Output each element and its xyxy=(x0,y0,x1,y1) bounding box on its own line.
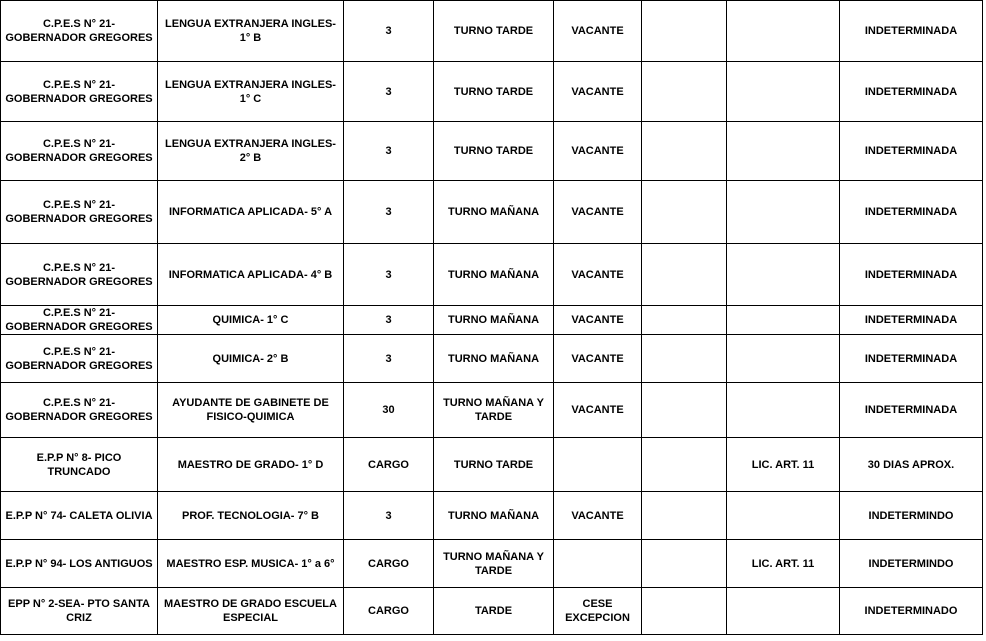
table-row xyxy=(1,122,983,181)
hours-cell: CARGO xyxy=(344,540,434,588)
school-cell: C.P.E.S N° 21- GOBERNADOR GREGORES xyxy=(1,1,158,62)
reason-cell xyxy=(727,383,840,438)
table-row xyxy=(1,306,983,335)
duration-cell: INDETERMINADA xyxy=(840,122,983,181)
status-cell xyxy=(554,438,642,492)
empty-cell xyxy=(642,1,727,62)
hours-cell: 3 xyxy=(344,1,434,62)
reason-cell xyxy=(727,181,840,244)
status-cell: VACANTE xyxy=(554,181,642,244)
reason-cell xyxy=(727,492,840,540)
reason-cell: LIC. ART. 11 xyxy=(727,438,840,492)
school-cell: C.P.E.S N° 21- GOBERNADOR GREGORES xyxy=(1,383,158,438)
school-cell: C.P.E.S N° 21- GOBERNADOR GREGORES xyxy=(1,306,158,335)
reason-cell: LIC. ART. 11 xyxy=(727,540,840,588)
status-cell: VACANTE xyxy=(554,62,642,122)
shift-cell: TURNO MAÑANA Y TARDE xyxy=(434,383,554,438)
hours-cell: 3 xyxy=(344,181,434,244)
school-cell: E.P.P N° 74- CALETA OLIVIA xyxy=(1,492,158,540)
empty-cell xyxy=(642,540,727,588)
table-row xyxy=(1,492,983,540)
empty-cell xyxy=(642,383,727,438)
position-cell: MAESTRO DE GRADO ESCUELA ESPECIAL xyxy=(158,588,344,635)
empty-cell xyxy=(642,438,727,492)
position-cell: MAESTRO DE GRADO- 1° D xyxy=(158,438,344,492)
school-cell: E.P.P N° 94- LOS ANTIGUOS xyxy=(1,540,158,588)
shift-cell: TURNO MAÑANA Y TARDE xyxy=(434,540,554,588)
duration-cell: INDETERMINADA xyxy=(840,1,983,62)
empty-cell xyxy=(642,122,727,181)
duration-cell: INDETERMINDO xyxy=(840,540,983,588)
status-cell: VACANTE xyxy=(554,1,642,62)
duration-cell: INDETERMINADA xyxy=(840,62,983,122)
shift-cell: TURNO TARDE xyxy=(434,438,554,492)
school-cell: C.P.E.S N° 21- GOBERNADOR GREGORES xyxy=(1,335,158,383)
position-cell: AYUDANTE DE GABINETE DE FISICO-QUIMICA xyxy=(158,383,344,438)
status-cell: VACANTE xyxy=(554,383,642,438)
status-cell xyxy=(554,540,642,588)
position-cell: QUIMICA- 1° C xyxy=(158,306,344,335)
school-cell: C.P.E.S N° 21- GOBERNADOR GREGORES xyxy=(1,244,158,306)
shift-cell: TURNO MAÑANA xyxy=(434,335,554,383)
position-cell: INFORMATICA APLICADA- 4° B xyxy=(158,244,344,306)
hours-cell: CARGO xyxy=(344,588,434,635)
shift-cell: TURNO MAÑANA xyxy=(434,244,554,306)
shift-cell: TURNO TARDE xyxy=(434,62,554,122)
table-row xyxy=(1,244,983,306)
reason-cell xyxy=(727,335,840,383)
position-cell: MAESTRO ESP. MUSICA- 1° a 6° xyxy=(158,540,344,588)
empty-cell xyxy=(642,181,727,244)
reason-cell xyxy=(727,62,840,122)
reason-cell xyxy=(727,1,840,62)
table-row xyxy=(1,438,983,492)
status-cell: VACANTE xyxy=(554,122,642,181)
status-cell: VACANTE xyxy=(554,244,642,306)
table-row xyxy=(1,540,983,588)
duration-cell: INDETERMINDO xyxy=(840,492,983,540)
status-cell: CESE EXCEPCION xyxy=(554,588,642,635)
status-cell: VACANTE xyxy=(554,492,642,540)
school-cell: C.P.E.S N° 21- GOBERNADOR GREGORES xyxy=(1,122,158,181)
status-cell: VACANTE xyxy=(554,335,642,383)
reason-cell xyxy=(727,122,840,181)
table-row xyxy=(1,181,983,244)
position-cell: QUIMICA- 2° B xyxy=(158,335,344,383)
position-cell: LENGUA EXTRANJERA INGLES-1° B xyxy=(158,1,344,62)
duration-cell: INDETERMINADO xyxy=(840,588,983,635)
school-cell: E.P.P N° 8- PICO TRUNCADO xyxy=(1,438,158,492)
shift-cell: TURNO MAÑANA xyxy=(434,492,554,540)
hours-cell: CARGO xyxy=(344,438,434,492)
duration-cell: INDETERMINADA xyxy=(840,244,983,306)
position-cell: LENGUA EXTRANJERA INGLES-1° C xyxy=(158,62,344,122)
shift-cell: TURNO MAÑANA xyxy=(434,306,554,335)
hours-cell: 3 xyxy=(344,244,434,306)
empty-cell xyxy=(642,306,727,335)
reason-cell xyxy=(727,306,840,335)
duration-cell: 30 DIAS APROX. xyxy=(840,438,983,492)
hours-cell: 3 xyxy=(344,306,434,335)
hours-cell: 3 xyxy=(344,492,434,540)
shift-cell: TURNO MAÑANA xyxy=(434,181,554,244)
duration-cell: INDETERMINADA xyxy=(840,181,983,244)
empty-cell xyxy=(642,244,727,306)
duration-cell: INDETERMINADA xyxy=(840,306,983,335)
position-cell: LENGUA EXTRANJERA INGLES-2° B xyxy=(158,122,344,181)
table-row xyxy=(1,62,983,122)
reason-cell xyxy=(727,244,840,306)
school-cell: EPP N° 2-SEA- PTO SANTA CRIZ xyxy=(1,588,158,635)
table-row xyxy=(1,1,983,62)
shift-cell: TARDE xyxy=(434,588,554,635)
table-row xyxy=(1,383,983,438)
shift-cell: TURNO TARDE xyxy=(434,122,554,181)
hours-cell: 30 xyxy=(344,383,434,438)
empty-cell xyxy=(642,492,727,540)
duration-cell: INDETERMINADA xyxy=(840,335,983,383)
hours-cell: 3 xyxy=(344,62,434,122)
duration-cell: INDETERMINADA xyxy=(840,383,983,438)
school-cell: C.P.E.S N° 21- GOBERNADOR GREGORES xyxy=(1,181,158,244)
reason-cell xyxy=(727,588,840,635)
empty-cell xyxy=(642,62,727,122)
hours-cell: 3 xyxy=(344,335,434,383)
table-body xyxy=(1,1,983,635)
table-row xyxy=(1,335,983,383)
position-cell: PROF. TECNOLOGIA- 7° B xyxy=(158,492,344,540)
status-cell: VACANTE xyxy=(554,306,642,335)
empty-cell xyxy=(642,588,727,635)
hours-cell: 3 xyxy=(344,122,434,181)
shift-cell: TURNO TARDE xyxy=(434,1,554,62)
position-cell: INFORMATICA APLICADA- 5° A xyxy=(158,181,344,244)
table-row xyxy=(1,588,983,635)
school-cell: C.P.E.S N° 21- GOBERNADOR GREGORES xyxy=(1,62,158,122)
empty-cell xyxy=(642,335,727,383)
